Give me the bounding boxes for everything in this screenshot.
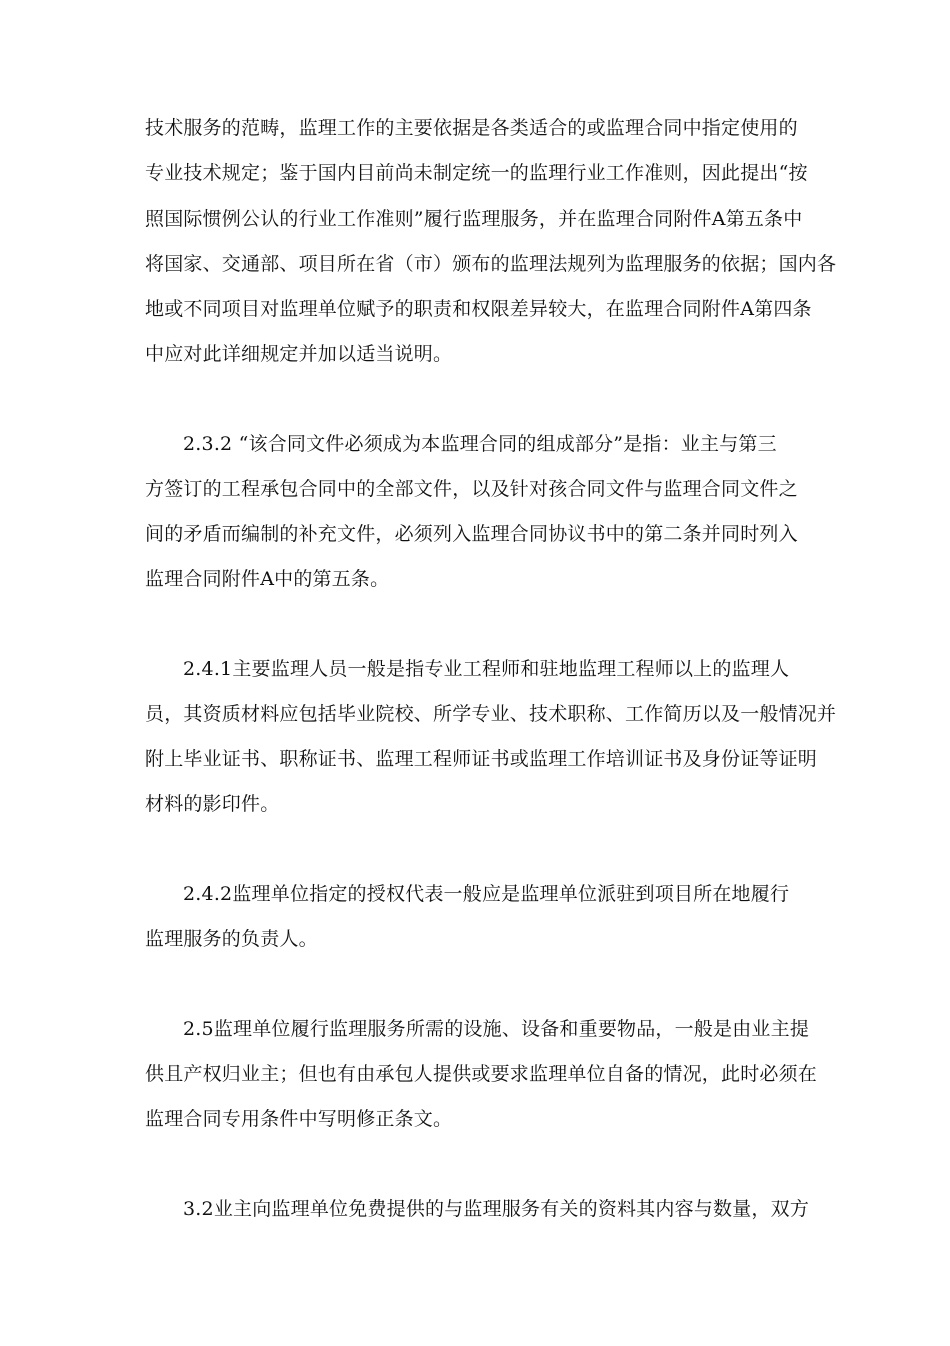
text-line: 3.2业主向监理单位免费提供的与监理服务有关的资料其内容与数量，双方: [183, 1198, 810, 1220]
text-line: 材料的影印件。: [145, 793, 280, 815]
text-line: 方签订的工程承包合同中的全部文件，以及针对孩合同文件与监理合同文件之: [145, 478, 798, 500]
text-line: 监理服务的负责人。: [145, 928, 318, 950]
text-line: 2.3.2 “该合同文件必须成为本监理合同的组成部分”是指：业主与第三: [183, 433, 777, 455]
text-line: 监理合同专用条件中写明修正条文。: [145, 1108, 453, 1130]
text-line: 专业技术规定；鉴于国内目前尚未制定统一的监理行业工作准则，因此提出“按: [145, 162, 808, 184]
text-line: 中应对此详细规定并加以适当说明。: [145, 343, 453, 365]
text-line: 附上毕业证书、职称证书、监理工程师证书或监理工作培训证书及身份证等证明: [145, 748, 818, 770]
text-line: 间的矛盾而编制的补充文件，必须列入监理合同协议书中的第二条并同时列入: [145, 523, 798, 545]
text-line: 2.4.2监理单位指定的授权代表一般应是监理单位派驻到项目所在地履行: [183, 883, 790, 905]
text-line: 2.4.1主要监理人员一般是指专业工程师和驻地监理工程师以上的监理人: [183, 658, 790, 680]
text-line: 地或不同项目对监理单位赋予的职责和权限差异较大，在监理合同附件A第四条: [145, 298, 812, 320]
text-line: 员，其资质材料应包括毕业院校、所学专业、技术职称、工作简历以及一般情况并: [145, 703, 837, 725]
text-line: 监理合同附件A中的第五条。: [145, 568, 390, 590]
text-line: 技术服务的范畴，监理工作的主要依据是各类适合的或监理合同中指定使用的: [145, 117, 798, 139]
text-line: 2.5监理单位履行监理服务所需的设施、设备和重要物品，一般是由业主提: [183, 1018, 810, 1040]
text-line: 照国际惯例公认的行业工作准则”履行监理服务，并在监理合同附件A第五条中: [145, 208, 803, 230]
text-line: 将国家、交通部、项目所在省（市）颁布的监理法规列为监理服务的依据；国内各: [145, 253, 837, 275]
text-line: 供且产权归业主；但也有由承包人提供或要求监理单位自备的情况，此时必须在: [145, 1063, 818, 1085]
